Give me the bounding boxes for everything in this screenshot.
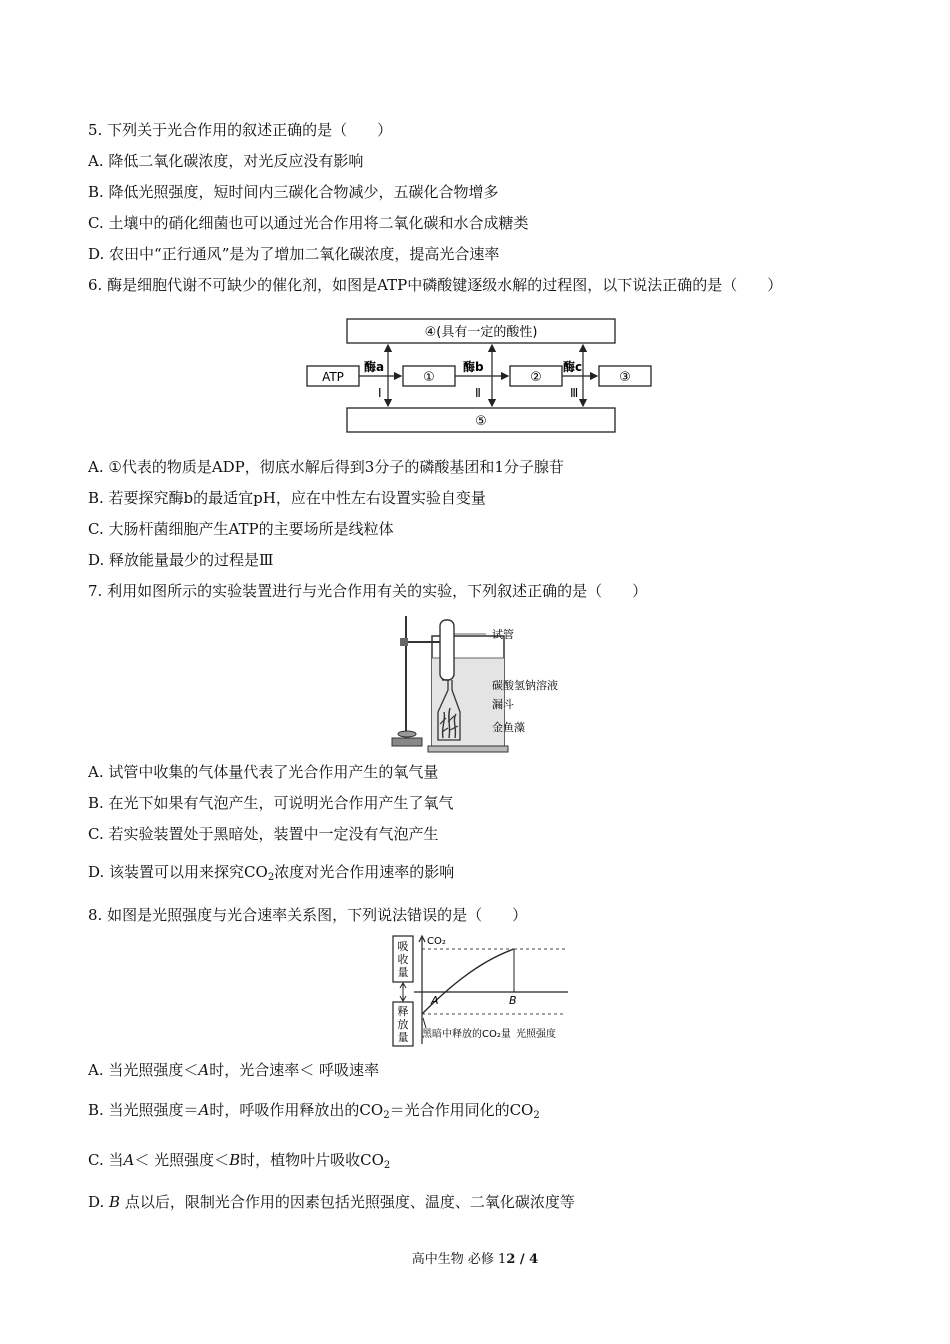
q5-stem: 5. 下列关于光合作用的叙述正确的是（ ） xyxy=(88,121,393,139)
label-funnel: 漏斗 xyxy=(492,698,514,711)
roman-i-label: Ⅰ xyxy=(378,386,382,400)
page-footer xyxy=(0,1248,950,1267)
box-1-label: ① xyxy=(423,370,435,385)
q8-stem: 8. 如图是光照强度与光合速率关系图，下列说法错误的是（ ） xyxy=(88,906,528,924)
stand-foot xyxy=(398,731,416,737)
q6-stem: 6. 酶是细胞代谢不可缺少的催化剂，如图是ATP中磷酸键逐级水解的过程图，以下说法正确的是（ ） xyxy=(88,276,783,294)
q8-option-b-mid: 时，呼吸作用释放出的CO xyxy=(209,1101,384,1119)
point-b-label: B xyxy=(509,994,517,1007)
q7-option-b[interactable]: B. 在光下如果有气泡产生，可说明光合作用产生了氧气 xyxy=(88,794,454,812)
q6-option-b[interactable]: B. 若要探究酶b的最适宜pH，应在中性左右设置实验自变量 xyxy=(88,489,486,507)
box-5-label: ⑤ xyxy=(475,414,487,429)
q7-option-d-sub: 2 xyxy=(267,872,275,883)
roman-iii-label: Ⅲ xyxy=(570,386,579,400)
release-char-1: 释 xyxy=(397,1005,409,1018)
test-tube xyxy=(440,620,454,680)
q7-option-a[interactable]: A. 试管中收集的气体量代表了光合作用产生的氧气量 xyxy=(88,763,439,781)
q6-option-a[interactable]: A. ①代表的物质是ADP，彻底水解后得到3分子的磷酸基团和1分子腺苷 xyxy=(88,458,564,476)
q7-option-c[interactable]: C. 若实验装置处于黑暗处，装置中一定没有气泡产生 xyxy=(88,825,439,843)
q8-option-d-post: 点以后，限制光合作用的因素包括光照强度、温度、二氧化碳浓度等 xyxy=(124,1193,575,1211)
q8-option-a-var: A xyxy=(198,1061,210,1079)
q6-option-c[interactable]: C. 大肠杆菌细胞产生ATP的主要场所是线粒体 xyxy=(88,520,394,538)
x-axis-light-label: 光照强度 xyxy=(516,1029,556,1040)
q8-option-c-post: 时，植物叶片吸收CO xyxy=(240,1151,384,1169)
absorb-char-1: 吸 xyxy=(397,940,409,953)
q7-apparatus-diagram xyxy=(388,612,578,754)
q6-atp-hydrolysis-diagram xyxy=(305,315,660,437)
q5-option-c[interactable]: C. 土壤中的硝化细菌也可以通过光合作用将二氧化碳和水合成糖类 xyxy=(88,214,529,232)
q8-option-a[interactable] xyxy=(88,1060,379,1080)
q8-option-b-var: A xyxy=(198,1101,210,1119)
absorb-char-2: 收 xyxy=(397,953,409,966)
box-3-label: ③ xyxy=(619,370,631,385)
q5-option-b[interactable]: B. 降低光照强度，短时间内三碳化合物减少，五碳化合物增多 xyxy=(88,183,499,201)
q8-option-c-mid: ＜ 光照强度＜ xyxy=(134,1151,230,1169)
q8-option-d-var: B xyxy=(109,1193,121,1211)
box-4-label: ④(具有一定的酸性) xyxy=(424,325,538,340)
q8-option-b-pre: B. 当光照强度＝ xyxy=(88,1101,199,1119)
box-2-label: ② xyxy=(530,370,542,385)
q8-option-c-var1: A xyxy=(123,1151,135,1169)
atp-label: ATP xyxy=(322,370,344,384)
footer-course: 高中生物 必修 1 xyxy=(411,1252,507,1267)
q8-option-d-pre: D. xyxy=(88,1193,105,1211)
q5-option-a[interactable]: A. 降低二氧化碳浓度，对光反应没有影响 xyxy=(88,152,364,170)
absorb-char-3: 量 xyxy=(397,966,409,979)
clamp-knob xyxy=(400,638,408,646)
q8-option-a-pre: A. 当光照强度＜ xyxy=(88,1061,199,1079)
q8-option-c-var2: B xyxy=(229,1151,241,1169)
label-tube: 试管 xyxy=(492,628,514,641)
enzyme-a-label: 酶a xyxy=(364,360,385,374)
enzyme-c-label: 酶c xyxy=(563,360,583,374)
q5-option-d[interactable]: D. 农田中“正行通风”是为了增加二氧化碳浓度，提高光合速率 xyxy=(88,245,500,263)
q8-option-d[interactable] xyxy=(88,1192,575,1212)
q7-option-d[interactable] xyxy=(88,862,454,888)
dark-release-pointer xyxy=(423,1018,426,1028)
q7-option-d-pre: D. 该装置可以用来探究CO xyxy=(88,863,268,881)
q8-option-b-sub1: 2 xyxy=(383,1110,390,1121)
q6-option-d[interactable]: D. 释放能量最少的过程是Ⅲ xyxy=(88,551,274,569)
q8-option-a-post: 时，光合速率＜ 呼吸速率 xyxy=(209,1061,379,1079)
y-axis-co2-label: CO₂ xyxy=(427,936,446,947)
release-char-3: 量 xyxy=(397,1031,409,1044)
release-char-2: 放 xyxy=(397,1018,409,1031)
point-a-label: A xyxy=(431,994,439,1007)
beaker-base xyxy=(428,746,508,752)
q8-light-photosynthesis-graph xyxy=(390,932,572,1047)
roman-ii-label: Ⅱ xyxy=(475,386,481,400)
dark-release-label: 黑暗中释放的CO₂量 xyxy=(422,1029,511,1040)
q8-option-b-mid2: ＝光合作用同化的CO xyxy=(389,1101,534,1119)
q7-option-d-post: 浓度对光合作用速率的影响 xyxy=(274,863,455,881)
label-solution: 碳酸氢钠溶液 xyxy=(492,679,558,692)
footer-page-number: 2 / 4 xyxy=(506,1252,539,1267)
q8-option-c-pre: C. 当 xyxy=(88,1151,124,1169)
q8-option-c[interactable] xyxy=(88,1150,390,1176)
q8-option-c-sub: 2 xyxy=(383,1160,391,1171)
label-plant: 金鱼藻 xyxy=(492,721,525,734)
q8-option-b[interactable] xyxy=(88,1100,540,1126)
stand-base xyxy=(392,738,422,746)
q8-option-b-sub2: 2 xyxy=(533,1110,540,1121)
q7-stem: 7. 利用如图所示的实验装置进行与光合作用有关的实验，下列叙述正确的是（ ） xyxy=(88,582,648,600)
enzyme-b-label: 酶b xyxy=(463,360,484,374)
